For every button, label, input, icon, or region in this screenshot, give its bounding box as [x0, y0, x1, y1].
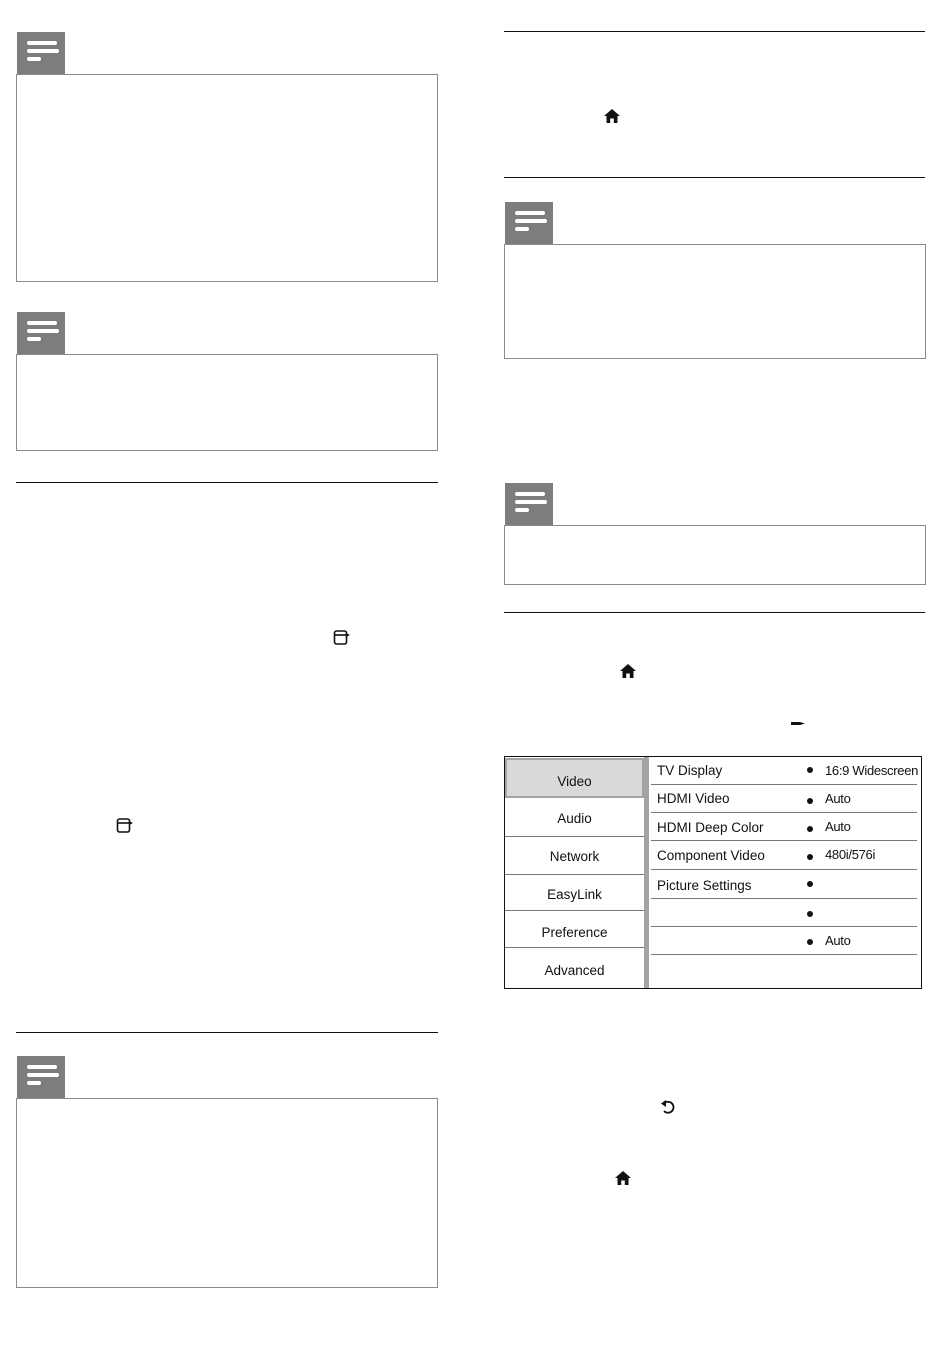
bullet-icon	[807, 911, 813, 917]
setting-label[interactable]: HDMI Video	[657, 791, 730, 806]
tab-preference[interactable]: Preference	[541, 925, 608, 940]
right-arrow-icon	[791, 720, 807, 728]
note-box-4	[504, 244, 926, 359]
bullet-icon	[807, 881, 813, 887]
bullet-icon	[807, 767, 813, 773]
tab-easylink[interactable]: EasyLink	[547, 887, 602, 902]
bullet-icon	[807, 939, 813, 945]
settings-sidebar	[505, 757, 644, 988]
note-box-2	[16, 354, 438, 451]
note-icon	[505, 483, 553, 525]
row-divider	[651, 954, 917, 955]
section-divider	[504, 612, 925, 613]
row-divider	[651, 869, 917, 870]
note-icon	[17, 1056, 65, 1098]
row-divider	[651, 840, 917, 841]
home-icon	[603, 108, 621, 124]
option-icon	[333, 629, 351, 646]
setting-label[interactable]: TV Display	[657, 763, 723, 778]
note-icon	[17, 312, 65, 354]
note-icon	[505, 202, 553, 244]
home-icon	[619, 663, 637, 679]
setting-label[interactable]: HDMI Deep Color	[657, 820, 764, 835]
tab-network[interactable]: Network	[549, 849, 600, 864]
setting-value: Auto	[825, 791, 851, 806]
setting-label[interactable]: Component Video	[657, 848, 765, 863]
bullet-icon	[807, 798, 813, 804]
row-divider	[651, 812, 917, 813]
home-icon	[614, 1170, 632, 1186]
setting-value: Auto	[825, 933, 851, 948]
section-divider	[16, 1032, 438, 1033]
tab-audio[interactable]: Audio	[557, 811, 592, 826]
note-box-5	[504, 525, 926, 585]
setting-label[interactable]: Picture Settings	[657, 878, 752, 893]
setting-value: 16:9 Widescreen	[825, 763, 919, 778]
setting-value: 480i/576i	[825, 847, 876, 862]
row-divider	[651, 784, 917, 785]
row-divider	[651, 926, 917, 927]
option-icon	[116, 817, 134, 834]
sidebar-divider	[505, 947, 644, 948]
back-icon	[659, 1098, 677, 1116]
note-icon	[17, 32, 65, 74]
row-divider	[651, 898, 917, 899]
bullet-icon	[807, 826, 813, 832]
tab-video[interactable]: Video	[505, 758, 644, 798]
tab-advanced[interactable]: Advanced	[544, 963, 605, 978]
bullet-icon	[807, 854, 813, 860]
section-divider	[504, 177, 925, 178]
note-box-1	[16, 74, 438, 282]
sidebar-divider	[505, 910, 644, 911]
setting-value: Auto	[825, 819, 851, 834]
settings-menu-panel	[504, 756, 922, 989]
section-divider	[16, 482, 438, 483]
note-box-3	[16, 1098, 438, 1288]
section-divider	[504, 31, 925, 32]
menu-separator	[644, 757, 649, 988]
